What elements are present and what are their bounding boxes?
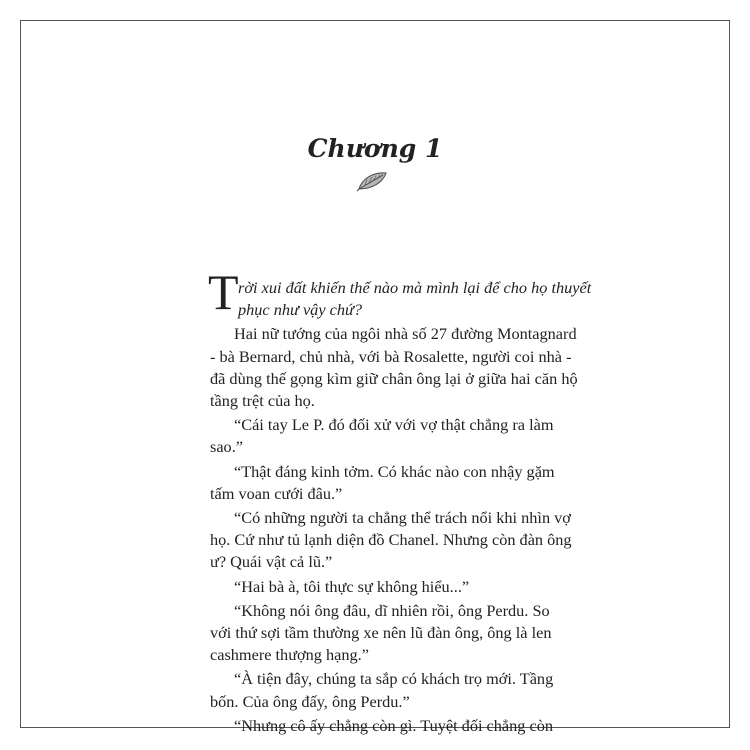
text-line: “Cái tay Le P. đó đối xử với vợ thật chẳng ra làm [234,415,554,435]
text-line: “Có những người ta chẳng thể trách nổi khi nhìn vợ [234,508,571,528]
chapter-title: Chương 1 [307,134,443,163]
text-line: tầng trệt của họ. [210,391,315,411]
text-line: tấm voan cưới đâu.” [210,483,343,503]
text-line: họ. Cứ như tủ lạnh diện đồ Chanel. Nhưng còn đàn ông [210,530,572,550]
paragraph [210,461,602,505]
paragraph [210,576,602,598]
text-line: cashmere thượng hạng.” [210,645,369,665]
chapter-body [208,264,602,737]
text-line: “Nhưng cô ấy chẳng còn gì. Tuyệt đối chẳng còn [234,715,554,735]
opening-line: phục như vậy chứ? [238,300,363,320]
opening-paragraph [208,264,602,321]
paragraph [210,414,602,458]
paragraph [210,507,602,574]
text-line: sao.” [210,437,243,457]
text-line: với thứ sợi tầm thường xe nên lũ đàn ông, ông là len [210,623,552,643]
text-line: “À tiện đây, chúng ta sắp có khách trọ mới. Tầng [234,669,554,689]
text-line: ư? Quái vật cả lũ.” [210,552,333,572]
text-line: “Không nói ông đâu, dĩ nhiên rồi, ông Perdu. So [234,600,550,620]
text-line: - bà Bernard, chủ nhà, với bà Rosalette, người coi nhà - [210,346,572,366]
text-line: đã dùng thế gọng kìm giữ chân ông lại ở giữa hai căn hộ [210,368,578,388]
paragraph [210,715,602,737]
paragraph [210,600,602,667]
text-line: “Hai bà à, tôi thực sự không hiểu...” [234,576,470,596]
leaf-icon [356,170,388,192]
book-page [20,20,730,735]
paragraph [210,323,602,412]
opening-line: rời xui đất khiến thế nào mà mình lại để cho họ thuyết [238,278,592,297]
text-line: Hai nữ tướng của ngôi nhà số 27 đường Montagnard [234,324,577,344]
paragraph [210,668,602,712]
text-line: “Thật đáng kinh tởm. Có khác nào con nhậy gặm [234,461,555,481]
text-line: bốn. Của ông đấy, ông Perdu.” [210,691,410,711]
drop-cap: T [208,264,239,320]
